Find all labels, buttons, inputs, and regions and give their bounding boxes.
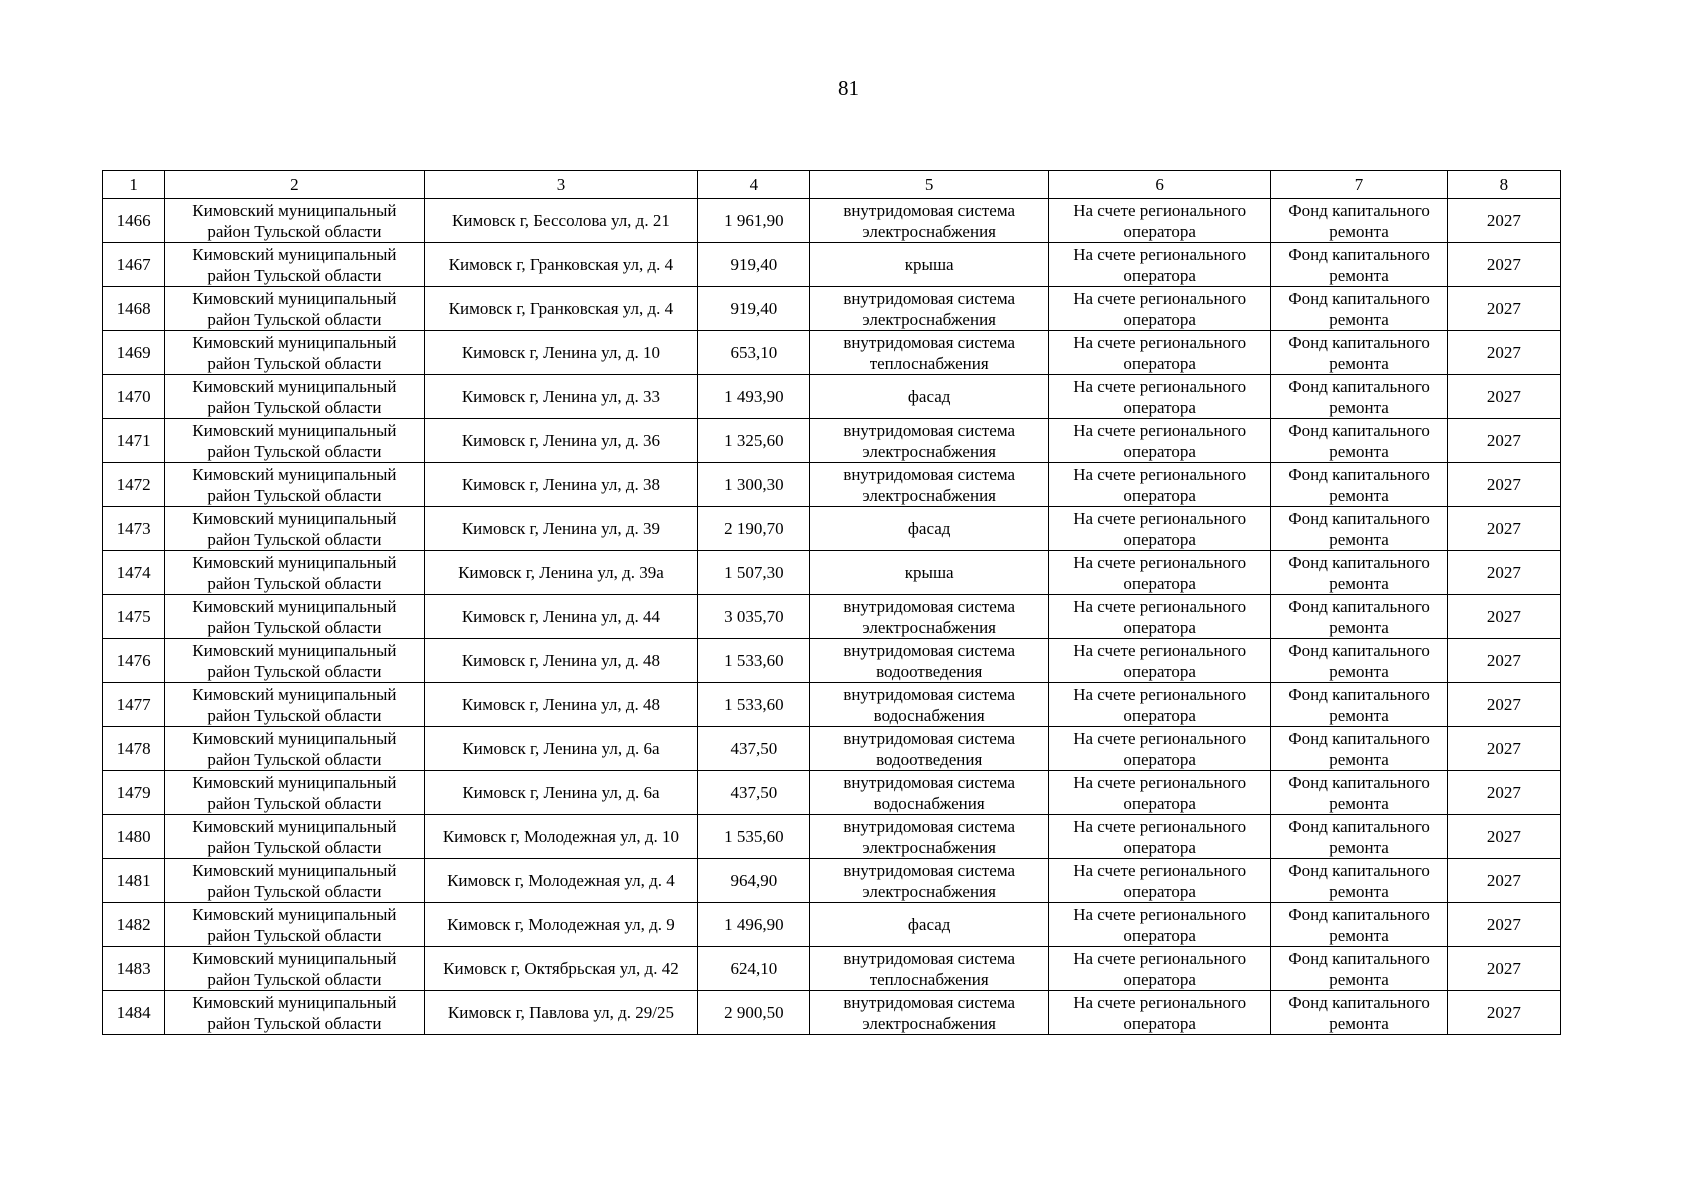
account-cell: На счете регионального оператора <box>1048 419 1270 463</box>
table-row <box>103 639 1561 683</box>
column-header-5: 5 <box>810 171 1048 199</box>
address-cell: Кимовск г, Ленина ул, д. 39а <box>424 551 698 595</box>
funding-source-cell: Фонд капитального ремонта <box>1271 375 1447 419</box>
area-cell: 3 035,70 <box>698 595 810 639</box>
area-cell: 919,40 <box>698 243 810 287</box>
municipality-cell: Кимовский муниципальный район Тульской области <box>165 551 425 595</box>
year-cell: 2027 <box>1447 243 1560 287</box>
address-cell: Кимовск г, Ленина ул, д. 6а <box>424 771 698 815</box>
funding-source-cell: Фонд капитального ремонта <box>1271 243 1447 287</box>
row-number-cell: 1469 <box>103 331 165 375</box>
page-number: 81 <box>838 76 859 100</box>
year-cell: 2027 <box>1447 639 1560 683</box>
account-cell: На счете регионального оператора <box>1048 287 1270 331</box>
funding-source-cell: Фонд капитального ремонта <box>1271 551 1447 595</box>
funding-source-cell: Фонд капитального ремонта <box>1271 947 1447 991</box>
year-cell: 2027 <box>1447 947 1560 991</box>
address-cell: Кимовск г, Октябрьская ул, д. 42 <box>424 947 698 991</box>
area-cell: 1 325,60 <box>698 419 810 463</box>
municipality-cell: Кимовский муниципальный район Тульской области <box>165 947 425 991</box>
municipality-cell: Кимовский муниципальный район Тульской области <box>165 859 425 903</box>
municipality-cell: Кимовский муниципальный район Тульской области <box>165 639 425 683</box>
year-cell: 2027 <box>1447 859 1560 903</box>
municipality-cell: Кимовский муниципальный район Тульской области <box>165 331 425 375</box>
account-cell: На счете регионального оператора <box>1048 243 1270 287</box>
address-cell: Кимовск г, Павлова ул, д. 29/25 <box>424 991 698 1035</box>
table-row <box>103 991 1561 1035</box>
area-cell: 624,10 <box>698 947 810 991</box>
area-cell: 2 190,70 <box>698 507 810 551</box>
row-number-cell: 1466 <box>103 199 165 243</box>
account-cell: На счете регионального оператора <box>1048 815 1270 859</box>
funding-source-cell: Фонд капитального ремонта <box>1271 683 1447 727</box>
municipality-cell: Кимовский муниципальный район Тульской области <box>165 727 425 771</box>
account-cell: На счете регионального оператора <box>1048 991 1270 1035</box>
funding-source-cell: Фонд капитального ремонта <box>1271 331 1447 375</box>
address-cell: Кимовск г, Ленина ул, д. 38 <box>424 463 698 507</box>
row-number-cell: 1480 <box>103 815 165 859</box>
year-cell: 2027 <box>1447 331 1560 375</box>
repair-register-table <box>102 170 1561 1035</box>
column-header-6: 6 <box>1048 171 1270 199</box>
row-number-cell: 1470 <box>103 375 165 419</box>
address-cell: Кимовск г, Ленина ул, д. 36 <box>424 419 698 463</box>
address-cell: Кимовск г, Молодежная ул, д. 10 <box>424 815 698 859</box>
address-cell: Кимовск г, Молодежная ул, д. 4 <box>424 859 698 903</box>
year-cell: 2027 <box>1447 815 1560 859</box>
row-number-cell: 1479 <box>103 771 165 815</box>
area-cell: 1 961,90 <box>698 199 810 243</box>
table-row <box>103 903 1561 947</box>
area-cell: 919,40 <box>698 287 810 331</box>
municipality-cell: Кимовский муниципальный район Тульской области <box>165 463 425 507</box>
year-cell: 2027 <box>1447 199 1560 243</box>
account-cell: На счете регионального оператора <box>1048 331 1270 375</box>
account-cell: На счете регионального оператора <box>1048 375 1270 419</box>
account-cell: На счете регионального оператора <box>1048 947 1270 991</box>
work-type-cell: внутридомовая система электроснабжения <box>810 419 1048 463</box>
account-cell: На счете регионального оператора <box>1048 903 1270 947</box>
account-cell: На счете регионального оператора <box>1048 683 1270 727</box>
municipality-cell: Кимовский муниципальный район Тульской области <box>165 683 425 727</box>
work-type-cell: внутридомовая система электроснабжения <box>810 595 1048 639</box>
municipality-cell: Кимовский муниципальный район Тульской области <box>165 815 425 859</box>
row-number-cell: 1472 <box>103 463 165 507</box>
work-type-cell: внутридомовая система электроснабжения <box>810 815 1048 859</box>
table-row <box>103 815 1561 859</box>
work-type-cell: внутридомовая система водоотведения <box>810 639 1048 683</box>
funding-source-cell: Фонд капитального ремонта <box>1271 419 1447 463</box>
year-cell: 2027 <box>1447 683 1560 727</box>
work-type-cell: внутридомовая система электроснабжения <box>810 287 1048 331</box>
table-row <box>103 463 1561 507</box>
year-cell: 2027 <box>1447 551 1560 595</box>
work-type-cell: внутридомовая система водоснабжения <box>810 683 1048 727</box>
account-cell: На счете регионального оператора <box>1048 771 1270 815</box>
row-number-cell: 1483 <box>103 947 165 991</box>
column-header-3: 3 <box>424 171 698 199</box>
funding-source-cell: Фонд капитального ремонта <box>1271 903 1447 947</box>
table-row <box>103 551 1561 595</box>
row-number-cell: 1481 <box>103 859 165 903</box>
table-row <box>103 727 1561 771</box>
address-cell: Кимовск г, Ленина ул, д. 44 <box>424 595 698 639</box>
work-type-cell: внутридомовая система водоотведения <box>810 727 1048 771</box>
municipality-cell: Кимовский муниципальный район Тульской области <box>165 243 425 287</box>
table-row <box>103 947 1561 991</box>
funding-source-cell: Фонд капитального ремонта <box>1271 727 1447 771</box>
area-cell: 1 507,30 <box>698 551 810 595</box>
funding-source-cell: Фонд капитального ремонта <box>1271 815 1447 859</box>
municipality-cell: Кимовский муниципальный район Тульской области <box>165 507 425 551</box>
municipality-cell: Кимовский муниципальный район Тульской области <box>165 287 425 331</box>
account-cell: На счете регионального оператора <box>1048 727 1270 771</box>
address-cell: Кимовск г, Ленина ул, д. 10 <box>424 331 698 375</box>
year-cell: 2027 <box>1447 727 1560 771</box>
row-number-cell: 1484 <box>103 991 165 1035</box>
municipality-cell: Кимовский муниципальный район Тульской области <box>165 595 425 639</box>
row-number-cell: 1478 <box>103 727 165 771</box>
work-type-cell: фасад <box>810 375 1048 419</box>
year-cell: 2027 <box>1447 991 1560 1035</box>
address-cell: Кимовск г, Гранковская ул, д. 4 <box>424 243 698 287</box>
funding-source-cell: Фонд капитального ремонта <box>1271 199 1447 243</box>
area-cell: 1 493,90 <box>698 375 810 419</box>
area-cell: 1 496,90 <box>698 903 810 947</box>
address-cell: Кимовск г, Молодежная ул, д. 9 <box>424 903 698 947</box>
funding-source-cell: Фонд капитального ремонта <box>1271 991 1447 1035</box>
funding-source-cell: Фонд капитального ремонта <box>1271 771 1447 815</box>
row-number-cell: 1474 <box>103 551 165 595</box>
funding-source-cell: Фонд капитального ремонта <box>1271 595 1447 639</box>
row-number-cell: 1468 <box>103 287 165 331</box>
municipality-cell: Кимовский муниципальный район Тульской области <box>165 419 425 463</box>
table-row <box>103 595 1561 639</box>
work-type-cell: крыша <box>810 243 1048 287</box>
account-cell: На счете регионального оператора <box>1048 199 1270 243</box>
table-row <box>103 419 1561 463</box>
table-header-row <box>103 171 1561 199</box>
area-cell: 1 533,60 <box>698 683 810 727</box>
municipality-cell: Кимовский муниципальный район Тульской области <box>165 375 425 419</box>
address-cell: Кимовск г, Ленина ул, д. 33 <box>424 375 698 419</box>
address-cell: Кимовск г, Ленина ул, д. 6а <box>424 727 698 771</box>
work-type-cell: внутридомовая система электроснабжения <box>810 199 1048 243</box>
funding-source-cell: Фонд капитального ремонта <box>1271 463 1447 507</box>
address-cell: Кимовск г, Ленина ул, д. 39 <box>424 507 698 551</box>
account-cell: На счете регионального оператора <box>1048 639 1270 683</box>
work-type-cell: фасад <box>810 507 1048 551</box>
municipality-cell: Кимовский муниципальный район Тульской области <box>165 991 425 1035</box>
account-cell: На счете регионального оператора <box>1048 507 1270 551</box>
funding-source-cell: Фонд капитального ремонта <box>1271 639 1447 683</box>
area-cell: 437,50 <box>698 771 810 815</box>
account-cell: На счете регионального оператора <box>1048 859 1270 903</box>
area-cell: 1 533,60 <box>698 639 810 683</box>
funding-source-cell: Фонд капитального ремонта <box>1271 507 1447 551</box>
municipality-cell: Кимовский муниципальный район Тульской области <box>165 771 425 815</box>
table-row <box>103 507 1561 551</box>
area-cell: 653,10 <box>698 331 810 375</box>
year-cell: 2027 <box>1447 771 1560 815</box>
municipality-cell: Кимовский муниципальный район Тульской области <box>165 903 425 947</box>
area-cell: 2 900,50 <box>698 991 810 1035</box>
table-row <box>103 375 1561 419</box>
work-type-cell: внутридомовая система теплоснабжения <box>810 331 1048 375</box>
table-row <box>103 243 1561 287</box>
work-type-cell: внутридомовая система электроснабжения <box>810 859 1048 903</box>
table-row <box>103 771 1561 815</box>
row-number-cell: 1467 <box>103 243 165 287</box>
work-type-cell: крыша <box>810 551 1048 595</box>
table-row <box>103 331 1561 375</box>
table-row <box>103 683 1561 727</box>
column-header-2: 2 <box>165 171 425 199</box>
address-cell: Кимовск г, Бессолова ул, д. 21 <box>424 199 698 243</box>
year-cell: 2027 <box>1447 375 1560 419</box>
account-cell: На счете регионального оператора <box>1048 463 1270 507</box>
row-number-cell: 1471 <box>103 419 165 463</box>
column-header-1: 1 <box>103 171 165 199</box>
work-type-cell: внутридомовая система теплоснабжения <box>810 947 1048 991</box>
column-header-8: 8 <box>1447 171 1560 199</box>
area-cell: 437,50 <box>698 727 810 771</box>
account-cell: На счете регионального оператора <box>1048 551 1270 595</box>
column-header-4: 4 <box>698 171 810 199</box>
row-number-cell: 1482 <box>103 903 165 947</box>
year-cell: 2027 <box>1447 463 1560 507</box>
area-cell: 1 535,60 <box>698 815 810 859</box>
row-number-cell: 1476 <box>103 639 165 683</box>
work-type-cell: внутридомовая система электроснабжения <box>810 991 1048 1035</box>
funding-source-cell: Фонд капитального ремонта <box>1271 859 1447 903</box>
year-cell: 2027 <box>1447 507 1560 551</box>
row-number-cell: 1477 <box>103 683 165 727</box>
year-cell: 2027 <box>1447 419 1560 463</box>
area-cell: 1 300,30 <box>698 463 810 507</box>
municipality-cell: Кимовский муниципальный район Тульской области <box>165 199 425 243</box>
area-cell: 964,90 <box>698 859 810 903</box>
address-cell: Кимовск г, Гранковская ул, д. 4 <box>424 287 698 331</box>
column-header-7: 7 <box>1271 171 1447 199</box>
table-row <box>103 287 1561 331</box>
row-number-cell: 1473 <box>103 507 165 551</box>
year-cell: 2027 <box>1447 595 1560 639</box>
funding-source-cell: Фонд капитального ремонта <box>1271 287 1447 331</box>
work-type-cell: внутридомовая система электроснабжения <box>810 463 1048 507</box>
address-cell: Кимовск г, Ленина ул, д. 48 <box>424 683 698 727</box>
table-row <box>103 859 1561 903</box>
table-row <box>103 199 1561 243</box>
account-cell: На счете регионального оператора <box>1048 595 1270 639</box>
table-body <box>103 199 1561 1035</box>
work-type-cell: фасад <box>810 903 1048 947</box>
address-cell: Кимовск г, Ленина ул, д. 48 <box>424 639 698 683</box>
year-cell: 2027 <box>1447 287 1560 331</box>
year-cell: 2027 <box>1447 903 1560 947</box>
work-type-cell: внутридомовая система водоснабжения <box>810 771 1048 815</box>
row-number-cell: 1475 <box>103 595 165 639</box>
